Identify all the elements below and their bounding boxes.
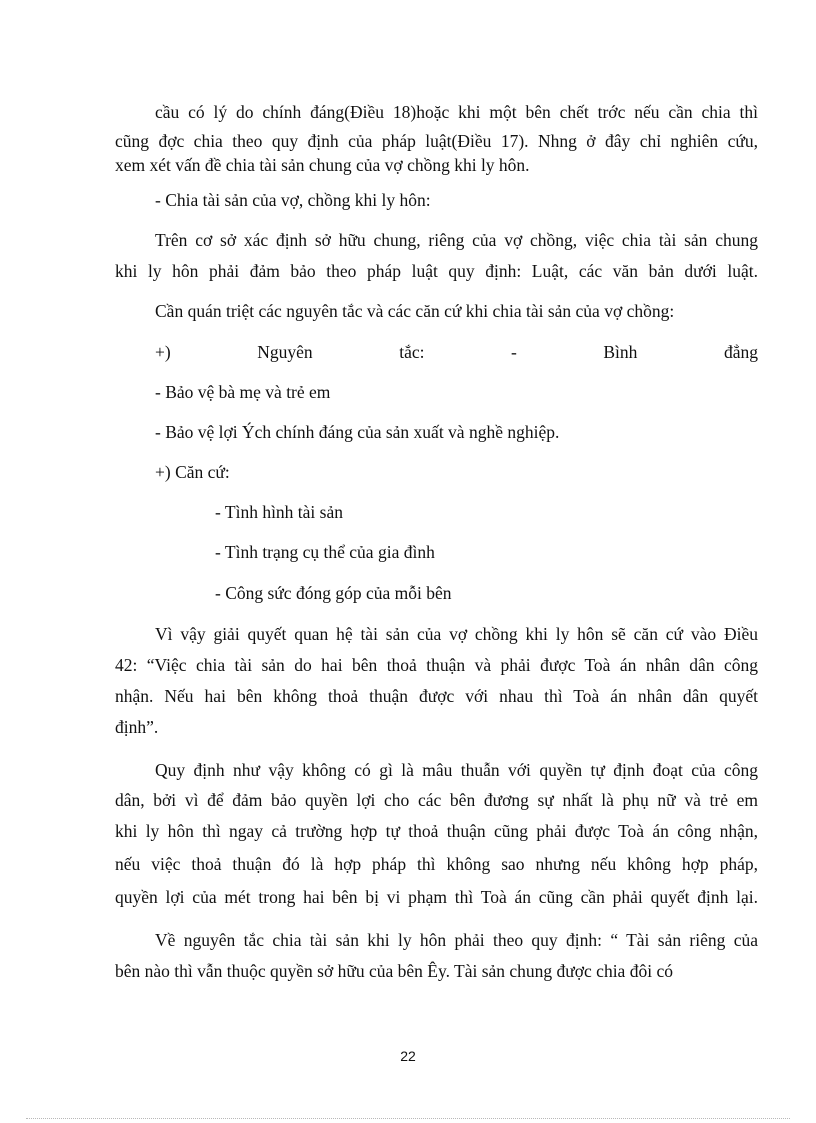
text-line: +) Nguyên tắc: - Bình đẳng [155,342,758,362]
text-line: Vì vậy giải quyết quan hệ tài sản của vợ chồng khi ly hôn sẽ căn cứ vào Điều [155,624,758,644]
page-bottom-divider [26,1118,790,1119]
text-line: - Bảo vệ lợi Ých chính đáng của sản xuất và nghề nghiệp. [155,422,560,442]
page-number: 22 [400,1048,416,1064]
text-line: dân, bởi vì để đảm bảo quyền lợi cho các bên đương sự nhất là phụ nữ và trẻ em [115,790,758,810]
text-line: 42: “Việc chia tài sản do hai bên thoả thuận và phải được Toà án nhân dân công [115,655,758,675]
text-line: cầu có lý do chính đáng(Điều 18)hoặc khi một bên chết trớc nếu cần chia thì [155,102,758,122]
text-line: - Bảo vệ bà mẹ và trẻ em [155,382,331,402]
text-line: cũng đợc chia theo quy định của pháp luật(Điều 17). Nhng ở đây chỉ nghiên cứu, [115,131,758,151]
text-line: xem xét vấn đề chia tài sản chung của vợ chồng khi ly hôn. [115,155,530,175]
text-line: nếu việc thoả thuận đó là hợp pháp thì không sao nhưng nếu không hợp pháp, [115,854,758,874]
text-line: khi ly hôn phải đảm bảo theo pháp luật quy định: Luật, các văn bản dưới luật. [115,261,758,281]
text-line: bên nào thì vẫn thuộc quyền sở hữu của bên Êy. Tài sản chung được chia đôi có [115,961,673,981]
text-line: Về nguyên tắc chia tài sản khi ly hôn phải theo quy định: “ Tài sản riêng của [155,930,758,950]
text-line: quyền lợi của mét trong hai bên bị vi phạm thì Toà án cũng cần phải quyết định lại. [115,887,758,907]
text-line: Trên cơ sở xác định sở hữu chung, riêng của vợ chồng, việc chia tài sản chung [155,230,758,250]
text-line: - Tình hình tài sản [215,502,343,522]
text-line: Cần quán triệt các nguyên tắc và các căn cứ khi chia tài sản của vợ chồng: [155,301,675,321]
text-line: khi ly hôn thì ngay cả trường hợp tự thoả thuận cũng phải được Toà án công nhận, [115,821,758,841]
text-line: +) Căn cứ: [155,462,230,482]
text-line: - Chia tài sản của vợ, chồng khi ly hôn: [155,190,431,210]
text-line: nhận. Nếu hai bên không thoả thuận được với nhau thì Toà án nhân dân quyết [115,686,758,706]
text-line: định”. [115,717,159,737]
text-line: - Công sức đóng góp của mỗi bên [215,583,452,603]
text-line: - Tình trạng cụ thể của gia đình [215,542,435,562]
text-line: Quy định như vậy không có gì là mâu thuẫn với quyền tự định đoạt của công [155,760,758,780]
